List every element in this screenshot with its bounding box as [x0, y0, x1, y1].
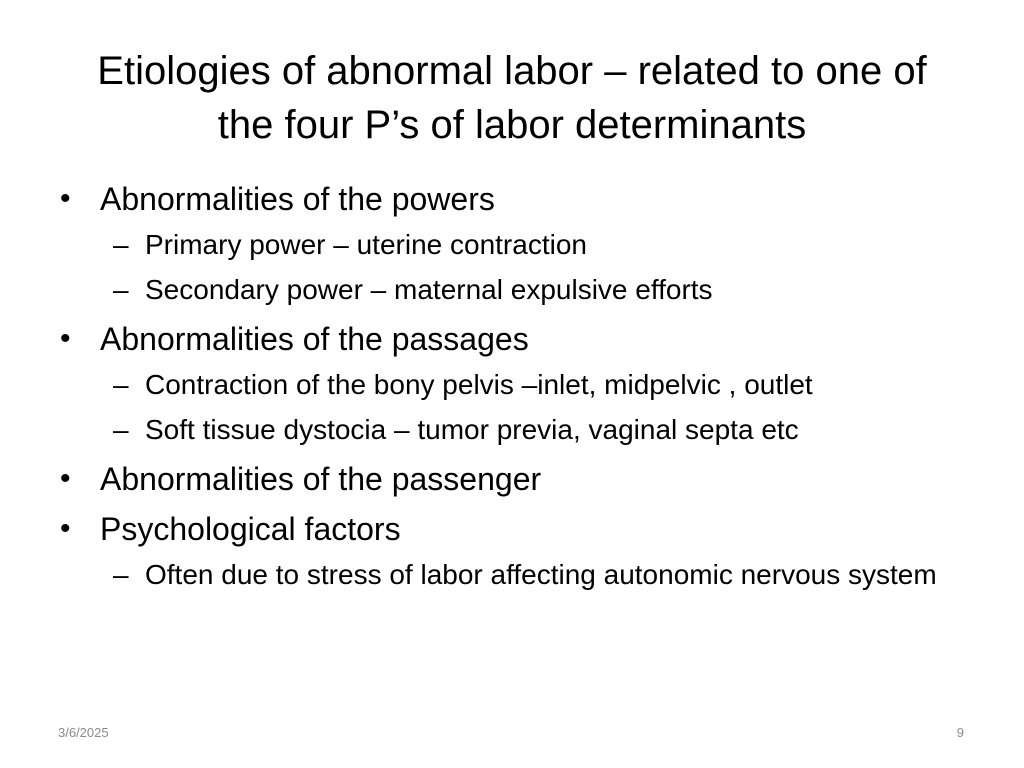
sub-bullet-item [58, 366, 958, 403]
bullet-icon: • [60, 322, 71, 355]
bullet-icon: • [60, 462, 71, 495]
footer-page-number: 9 [956, 725, 964, 740]
bullet-item-passenger [58, 460, 958, 498]
sub-bullet-item [58, 271, 958, 308]
dash-icon: – [113, 369, 129, 400]
bullet-text: Abnormalities of the powers [100, 181, 495, 217]
sub-bullet-item [58, 226, 958, 263]
slide-title [60, 44, 964, 152]
sub-bullet-text: Primary power – uterine contraction [145, 229, 587, 260]
sub-bullet-text: Soft tissue dystocia – tumor previa, vaginal septa etc [145, 414, 799, 445]
sub-bullet-text: Contraction of the bony pelvis –inlet, midpelvic , outlet [145, 369, 813, 400]
bullet-text: Abnormalities of the passages [100, 321, 529, 357]
bullet-icon: • [60, 182, 71, 215]
sub-bullet-text: Often due to stress of labor affecting autonomic nervous system [145, 559, 937, 590]
dash-icon: – [113, 414, 129, 445]
bullet-item-passages [58, 320, 958, 358]
slide-title-line-1: Etiologies of abnormal labor – related to one of [97, 49, 927, 93]
slide-title-line-2: the four P’s of labor determinants [217, 103, 807, 147]
dash-icon: – [113, 229, 129, 260]
bullet-text: Abnormalities of the passenger [100, 461, 542, 497]
bullet-item-powers [58, 180, 958, 218]
sub-bullet-item [58, 411, 958, 448]
bullet-list [58, 180, 958, 593]
bullet-text: Psychological factors [100, 511, 401, 547]
dash-icon: – [113, 274, 129, 305]
sub-bullet-item [58, 556, 958, 593]
sub-bullet-text: Secondary power – maternal expulsive efforts [145, 274, 713, 305]
footer-date: 3/6/2025 [58, 725, 109, 740]
bullet-item-psychological [58, 510, 958, 548]
bullet-icon: • [60, 512, 71, 545]
dash-icon: – [113, 559, 129, 590]
